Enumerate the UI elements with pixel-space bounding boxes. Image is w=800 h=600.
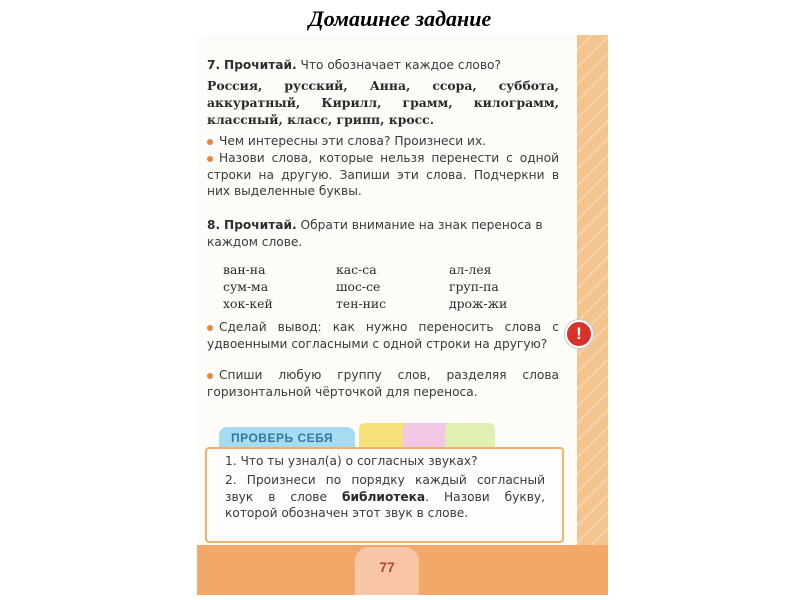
check-question-2 (225, 472, 545, 522)
word-item: дрож-жи (449, 296, 508, 311)
exercise-7-word-list: Россия, русский, Анна, ссора, суббота, аккуратный, Кирилл, грамм, килограмм, классный, класс, грипп, кросс. (207, 78, 559, 127)
bullet-dot-icon (207, 325, 213, 331)
question-text: 2. Произнеси по порядку каждый согласный звук в слове (225, 473, 545, 504)
page-number: 77 (379, 559, 395, 575)
exercise-7-header (207, 57, 559, 74)
slide-title: Домашнее задание (308, 6, 492, 31)
exercise-8-bullet-1 (207, 319, 559, 352)
exercise-8-column-1 (223, 261, 273, 312)
check-question-1: 1. Что ты узнал(а) о согласных звуках? (225, 454, 478, 468)
green-tab (445, 423, 495, 449)
word-item: сум-ма (223, 279, 269, 294)
exercise-7-number: 7. (207, 58, 221, 72)
bullet-dot-icon (207, 373, 213, 379)
word-item: кас-са (336, 262, 377, 277)
word-item: тен-нис (336, 296, 387, 311)
word-item: хок-кей (223, 296, 273, 311)
exercise-7-verb: Прочитай. (224, 58, 297, 72)
word-item: ал-лея (449, 262, 492, 277)
exercise-8-question: Обрати внимание на знак переноса в каждом слове. (207, 218, 543, 249)
page-number-tab (355, 547, 419, 595)
exercise-8-column-3 (449, 261, 507, 312)
bullet-text: Сделай вывод: как нужно переносить слова с удвоенными согласными с одной строки на другую? (207, 320, 559, 351)
textbook-page-scan (197, 35, 608, 595)
check-yourself-label: ПРОВЕРЬ СЕБЯ (219, 427, 355, 449)
exercise-8-verb: Прочитай. (224, 218, 297, 232)
exercise-7-bullet-1 (207, 133, 559, 150)
bullet-text: Назови слова, которые нельзя перенести с одной строки на другую. Запиши эти слова. Подчеркни в них выделенные буквы. (207, 151, 559, 198)
question-keyword: библиотека (341, 489, 426, 504)
question-text: . Назови букву, которой обозначен этот звук в слове. (225, 489, 546, 520)
bullet-text: Спиши любую группу слов, разделяя слова горизонтальной чёрточкой для переноса. (207, 368, 559, 399)
word-item: шос-се (336, 279, 381, 294)
word-item: ван-на (223, 262, 266, 277)
exercise-7-question: Что обозначает каждое слово? (300, 58, 501, 72)
bullet-dot-icon (207, 139, 213, 145)
exercise-8-number: 8. (207, 218, 221, 232)
exercise-8-header (207, 217, 559, 250)
bullet-dot-icon (207, 156, 213, 162)
exercise-8-bullet-2 (207, 367, 559, 400)
exercise-7-bullet-2 (207, 150, 559, 200)
page-margin-stripes (577, 35, 608, 595)
word-item: груп-па (449, 279, 499, 294)
warning-exclamation-icon: ! (565, 320, 593, 348)
bullet-text: Чем интересны эти слова? Произнеси их. (219, 134, 487, 148)
exercise-8-column-2 (336, 261, 386, 312)
